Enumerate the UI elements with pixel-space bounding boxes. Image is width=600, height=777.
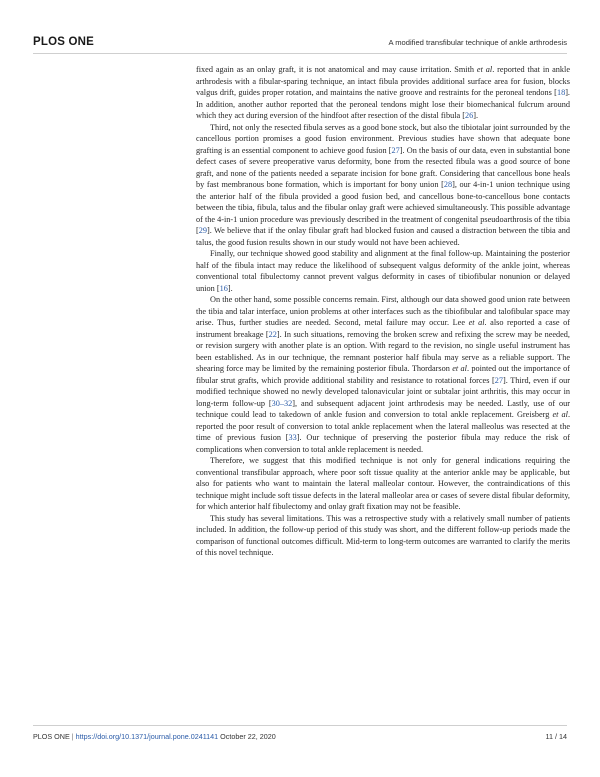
text-run: ]. [473,111,479,120]
body-paragraph [196,294,570,455]
body-paragraph [196,513,570,559]
running-title: A modified transfibular technique of ankle arthrodesis [388,38,567,47]
article-body [196,64,570,559]
text-run: ], our 4-in-1 union technique using the anterior half of the fibula provided a good fusion bed, and cancellous bone-to-cancellous bone contacts between the tibia, fibula, talus and the fibular onlay graft were achieved simultaneously. This possible advantage of the 4-in-1 union procedure was previously described in the treatment of congenital pseudoarthrosis of the tibia [ [196,180,570,235]
text-run: ]. In such situations, removing the broken screw and refixing the screw may be needed, or revision surgery with another plate is an option. With regard to the revision, no single useful instrument has been established. As in our technique, the remnant posterior half fibula may serve as a reliable support. The shearing force may be limited by the remaining posterior fibula. Thordarson [196,329,570,373]
italic-text: et al [468,318,485,327]
text-run: ]. Third, even if our modified technique showed no newly developed talonavicular joint or subtalar joint arthritis, this may occur in long-term follow-up [ [196,375,570,408]
text-run: ]. On the basis of our data, even in substantial bone defect cases of severe preoperative varus deformity, bone from the resected fibula was a good source of bone graft, and none of the patients needed a separate incision for bone graft. Considering that cancellous bone heals by fast membranous bone formation, which is important for bony union [ [196,145,570,189]
footer-divider [33,725,567,726]
citation-link[interactable]: 22 [268,329,277,339]
text-run: ], and subsequent adjacent joint arthrodesis may be needed. Lastly, use of our technique could lead to takedown of ankle fusion and conversion to total ankle replacement. Greisberg [196,398,570,419]
footer-journal: PLOS ONE [33,732,70,741]
citation-link[interactable]: 26 [464,111,474,120]
footer-citation [33,732,276,741]
citation-link[interactable]: 27 [391,145,400,155]
journal-name: PLOS ONE [33,36,95,48]
header-divider [33,53,567,54]
text-run: ]. [227,283,233,293]
text-run: . reported the poor result of conversion to total ankle replacement when the lateral malleolus was resected at the time of previous fusion [ [196,410,570,442]
text-run: ]. Our technique of preserving the posterior fibula may reduce the risk of complications when conversion to total ankle replacement is needed. [196,433,570,454]
text-run: This study has several limitations. This was a retrospective study with a relatively small number of patients included. In addition, the follow-up period of this study was short, and the different follow-up periods made the comparison of functional outcomes difficult. Mid-term to long-term outcomes are warranted to clarify the merits of this novel technique. [196,513,570,557]
text-run: Third, not only the resected fibula serves as a good bone stock, but also the tibiotalar joint surrounded by the cancellous portion promises a good fusion environment. Previous studies have shown that adequate bone grafting is an essential component to achieve good fusion [ [196,122,570,155]
publication-date: October 22, 2020 [220,732,276,741]
page-number: 11 / 14 [545,732,567,741]
body-paragraph [196,455,570,513]
text-run: . also reported a case of instrument breakage [ [196,318,570,339]
footer-separator: | [71,732,74,741]
citation-link[interactable]: 27 [494,375,504,385]
body-paragraph [196,122,570,249]
text-run: Finally, our technique showed good stability and alignment at the final follow-up. Maintaining the posterior half of the fibula intact may reduce the likelihood of subsequent valgus deformity of the ankle joint, whereas conventional total fibulectomy cannot prevent valgus deformity in cases of tibiofibular nonunion or delayed union [ [196,249,570,293]
text-run: ]. We believe that if the onlay fibular graft had blocked fusion and caused a distraction between the tibia and talus, the good fusion results shown in our study would not have been achieved. [196,226,570,247]
text-run: On the other hand, some possible concerns remain. First, although our data showed good union rate between the tibia and talar interface, union problems at other interfaces such as the tibiofibular and talofibular space may arise. Thus, further studies are needed. Second, metal failure may occur. Lee [196,295,570,327]
text-run: ]. In addition, another author reported that the peroneal tendons might lose their biomechanical fulcrum around which they act during eversion of the hindfoot after resection of the distal fibula [ [196,88,570,120]
body-paragraph [196,64,570,122]
text-run: . pointed out the importance of fibular strut grafts, which provide additional stability and resistance to rotational forces [ [196,364,571,385]
citation-link[interactable]: 29 [198,226,207,235]
text-run: . reported that in ankle arthrodesis with a fibular-sparing technique, an intact fibula provides additional surface area for fusion, blocks valgus drift, guides proper rotation, and maintains the native groove and restraints for the peroneal tendons [ [196,65,571,97]
doi-link[interactable]: https://doi.org/10.1371/journal.pone.0241141 [75,732,219,741]
citation-link[interactable]: 30–32 [271,398,293,408]
citation-link[interactable]: 16 [219,283,228,293]
text-run: fixed again as an onlay graft, it is not anatomical and may cause irritation. Smith [196,65,477,74]
italic-text: et al [452,364,467,373]
citation-link[interactable]: 18 [556,88,566,97]
citation-link[interactable]: 28 [443,180,453,189]
italic-text: et al [476,65,493,74]
italic-text: et al [552,410,568,419]
citation-link[interactable]: 33 [288,433,297,442]
body-paragraph [196,248,570,294]
text-run: Therefore, we suggest that this modified technique is not only for general indications requiring the conventional transfibular approach, where poor soft tissue quality at the anterior ankle may be applicable, but also for patients who want to maintain the lateral malleolar contour. However, the contraindications of this technique might include soft tissue defects in the lateral malleolar area or cases of severe distal fibular deformity, for which anterior half fibulectomy and onlay graft fixation may not be feasible. [196,456,570,511]
